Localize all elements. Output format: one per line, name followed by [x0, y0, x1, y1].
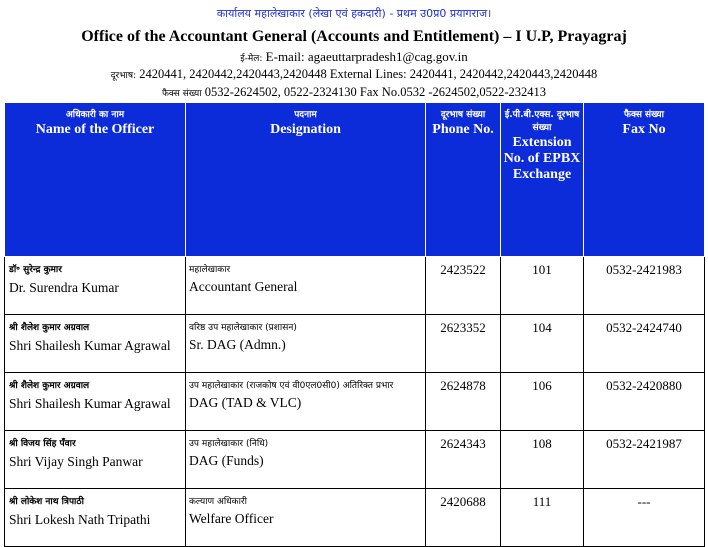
- officer-name-english: Shri Shailesh Kumar Agrawal: [9, 396, 171, 411]
- officer-name-english: Dr. Surendra Kumar: [9, 280, 119, 295]
- officer-name-hindi: डॉ॰ सुरेन्द्र कुमार: [9, 265, 62, 275]
- fax-number: 0532-2420880: [584, 373, 705, 431]
- phone-number: 2623352: [426, 315, 501, 373]
- designation-english: Sr. DAG (Admn.): [189, 337, 286, 352]
- header-fax: [584, 103, 705, 257]
- fax-number: ---: [584, 489, 705, 547]
- phone-numbers: 2420441, 2420442,2420443,2420448 External Lines: 2420441, 2420442,2420443,2420448: [139, 67, 598, 81]
- phone-number: 2420688: [426, 489, 501, 547]
- header-label-hindi: फैक्स संख्या: [624, 110, 664, 120]
- officer-directory-table: [4, 102, 705, 547]
- officer-name: [5, 431, 186, 489]
- designation-hindi: कल्याण अधिकारी: [189, 497, 247, 507]
- email-hindi-label: ई-मेल:: [240, 54, 263, 64]
- phone-number: 2624343: [426, 431, 501, 489]
- header-label: Phone No.: [432, 122, 494, 137]
- designation: [186, 489, 426, 547]
- phone-hindi-label: दूरभाष:: [110, 71, 137, 81]
- phone-line: [0, 67, 708, 82]
- header-label: Designation: [270, 122, 341, 137]
- officer-name-hindi: श्री शैलेश कुमार अग्रवाल: [9, 323, 90, 333]
- designation-hindi: उप महालेखाकार (निधि): [189, 439, 269, 449]
- phone-number: 2624878: [426, 373, 501, 431]
- fax-numbers: 0532-2624502, 0522-2324130 Fax No.0532 -2624502,0522-232413: [204, 85, 547, 99]
- officer-name: [5, 257, 186, 315]
- table-row: [5, 489, 705, 547]
- officer-name-hindi: श्री विजय सिंह पँवार: [9, 439, 76, 449]
- table-row: [5, 373, 705, 431]
- header-extension: [501, 103, 584, 257]
- officer-name-english: Shri Lokesh Nath Tripathi: [9, 512, 151, 527]
- header-label: Extension No. of EPBX Exchange: [503, 135, 581, 182]
- officer-name-hindi: श्री लोकेश नाथ त्रिपाठी: [9, 497, 84, 507]
- table-row: [5, 257, 705, 315]
- table-row: [5, 315, 705, 373]
- extension-number: 111: [501, 489, 584, 547]
- officer-name: [5, 373, 186, 431]
- extension-number: 104: [501, 315, 584, 373]
- email-address: E-mail: agaeuttarpradesh1@cag.gov.in: [265, 49, 468, 64]
- fax-number: 0532-2424740: [584, 315, 705, 373]
- officer-name-english: Shri Shailesh Kumar Agrawal: [9, 338, 171, 353]
- designation-english: DAG (TAD & VLC): [189, 395, 302, 410]
- header-label-hindi: अधिकारी का नाम: [65, 110, 125, 120]
- designation-hindi: वरिष्ठ उप महालेखाकार (प्रशासन): [189, 323, 297, 333]
- fax-hindi-label: फैक्स संख्या: [161, 89, 202, 99]
- officer-name: [5, 315, 186, 373]
- extension-number: 101: [501, 257, 584, 315]
- header-phone: [426, 103, 501, 257]
- designation-english: Welfare Officer: [189, 511, 274, 526]
- designation-english: Accountant General: [189, 279, 298, 294]
- designation: [186, 373, 426, 431]
- header-label: Name of the Officer: [35, 122, 155, 137]
- header-label-hindi: पदनाम: [294, 110, 317, 120]
- designation: [186, 315, 426, 373]
- hindi-title: कार्यालय महालेखाकार (लेखा एवं हकदारी) - प्रथम उ0प्र0 प्रयागराज।: [216, 7, 492, 20]
- header-label-hindi: दूरभाष संख्या: [440, 110, 486, 120]
- officer-name: [5, 489, 186, 547]
- header-label-hindi: ई.पी.बी.एक्स. दूरभाष संख्या: [504, 110, 580, 133]
- table-header-row: [5, 103, 705, 257]
- header-label: Fax No: [622, 122, 666, 137]
- email-line: [0, 49, 708, 65]
- fax-line: [0, 85, 708, 100]
- designation-hindi: उप महालेखाकार (राजकोष एवं वी0एल0सी0) अतिरिक्त प्रभार: [189, 381, 394, 391]
- designation: [186, 257, 426, 315]
- officer-name-hindi: श्री शैलेश कुमार अग्रवाल: [9, 381, 90, 391]
- extension-number: 108: [501, 431, 584, 489]
- designation: [186, 431, 426, 489]
- header-name: [5, 103, 186, 257]
- office-title: Office of the Accountant General (Accounts and Entitlement) – I U.P, Prayagraj: [81, 28, 627, 45]
- fax-number: 0532-2421987: [584, 431, 705, 489]
- table-row: [5, 431, 705, 489]
- header-designation: [186, 103, 426, 257]
- extension-number: 106: [501, 373, 584, 431]
- fax-number: 0532-2421983: [584, 257, 705, 315]
- officer-name-english: Shri Vijay Singh Panwar: [9, 454, 143, 469]
- designation-english: DAG (Funds): [189, 453, 264, 468]
- designation-hindi: महालेखाकार: [189, 265, 231, 275]
- phone-number: 2423522: [426, 257, 501, 315]
